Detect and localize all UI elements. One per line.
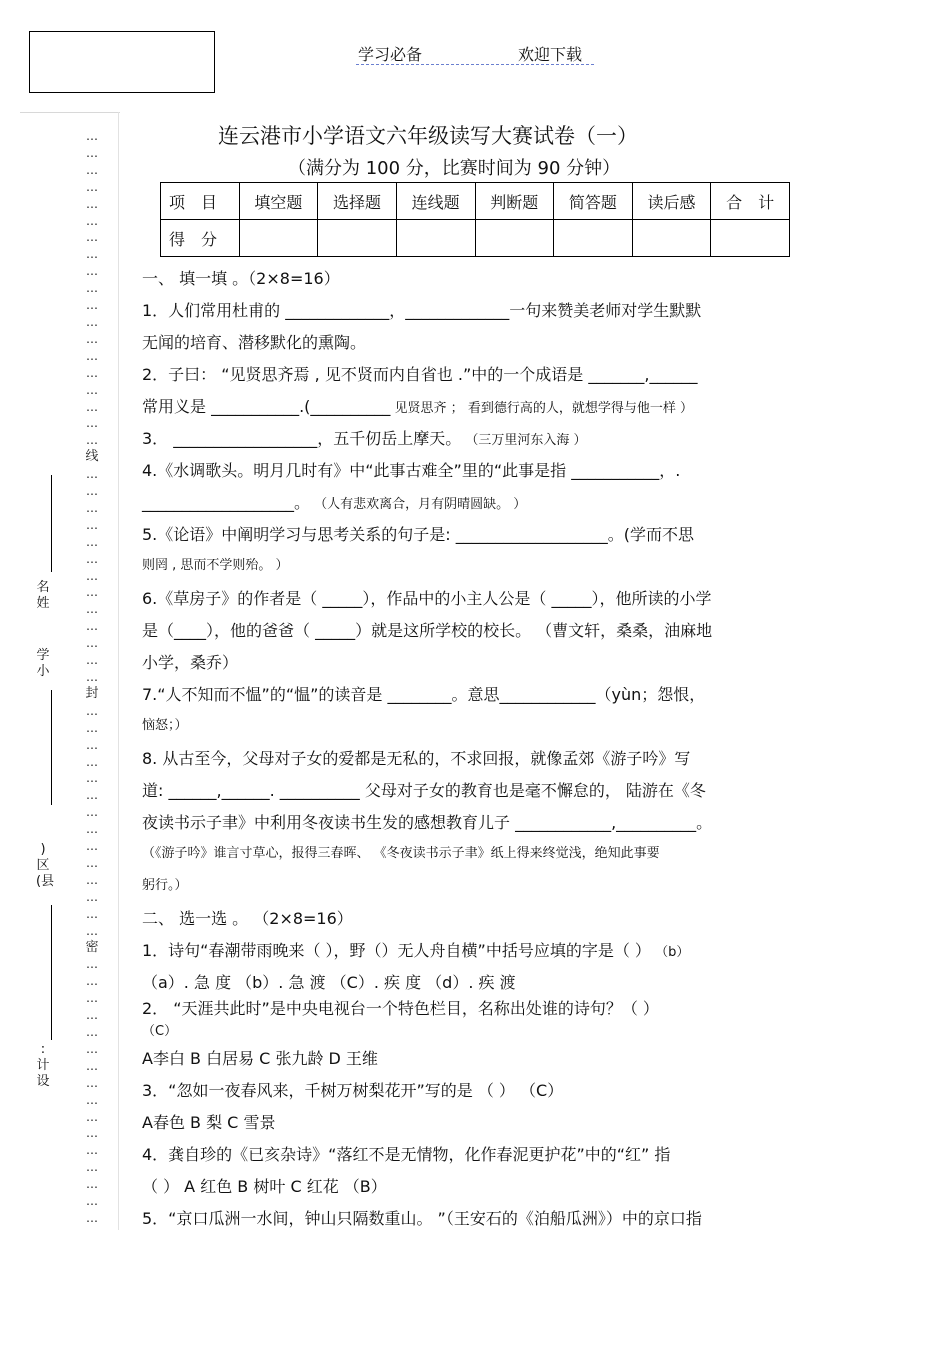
question-line (142, 906, 353, 929)
score-cell[interactable] (318, 220, 397, 257)
question-line (142, 842, 660, 861)
question-text: A李白 B 白居易 C 张九龄 D 王维 (142, 1049, 378, 1068)
question-text: 4．龚自珍的《已亥杂诗》“落红不是无情物，化作春泥更护花”中的“红” 指 (142, 1145, 671, 1164)
score-cell[interactable] (239, 220, 318, 257)
answer-note: 恼怒；） (142, 718, 188, 733)
binding-rule-3 (51, 905, 52, 1040)
question-text: 二、 选一选 。 （2×8=16） (142, 909, 353, 928)
answer-note: （三万里河东入海 ） (461, 433, 587, 448)
question-text: 道: ______,______. __________ 父母对子女的教育也是毫不懈怠的， 陆游在《冬 (142, 781, 706, 800)
question-line (142, 426, 587, 449)
question-line (142, 458, 680, 481)
question-line (142, 682, 705, 705)
question-line (142, 586, 711, 609)
question-line (142, 330, 366, 353)
design-label: :计设 (36, 1042, 50, 1089)
binding-dotted-line: … … … … … … … … … … … … … … … … … … … 线 … … … … … … … … … … … … … 封 … … … … … … … … … … … … … … 密 … … … … … … … … … … … … … … … … (85, 129, 99, 1225)
exam-subtitle: （满分为 100 分，比赛时间为 90 分钟） (288, 158, 621, 179)
score-col-judge: 判断题 (475, 183, 554, 220)
question-text: 3．“忽如一夜春风来，千树万树梨花开”写的是 （ ） （C） (142, 1081, 564, 1100)
question-line (142, 714, 188, 733)
question-text: 一、 填一填 。（2×8=16） (142, 269, 340, 288)
score-col-total: 合 计 (711, 183, 790, 220)
question-line (142, 362, 697, 385)
question-line (142, 266, 340, 289)
score-cell[interactable] (632, 220, 711, 257)
question-text: 无闻的培育、潜移默化的熏陶。 (142, 333, 367, 352)
question-text: 5.《论语》中阐明学习与思考关系的句子是: ___________________。(学而不思 (142, 525, 694, 544)
school-label: 学小 (36, 648, 50, 679)
question-text: 2．子曰： “见贤思齐焉 , 见不贤而内自省也 .”中的一个成语是 _______,______ (142, 365, 698, 384)
question-line (142, 1110, 275, 1133)
question-text: （a）. 急 度 （b）. 急 渡 （C）. 疾 度 （d）. 疾 渡 (142, 973, 516, 992)
question-text: 常用义是 ___________.(__________ (142, 397, 391, 416)
question-text: 6.《草房子》的作者是（ _____），作品中的小主人公是（ _____），他所读的小学 (142, 589, 712, 608)
score-col-match: 连线题 (396, 183, 475, 220)
name-label: 名姓 (36, 580, 50, 611)
question-text: A春色 B 梨 C 雪景 (142, 1113, 276, 1132)
xian-mark: 线 (85, 449, 99, 465)
question-line (142, 394, 693, 417)
score-table-score-row (161, 220, 790, 257)
question-line (142, 1046, 378, 1069)
county-label: )区(县 (36, 842, 55, 889)
question-line (142, 746, 690, 769)
question-line (142, 1206, 702, 1229)
question-text: 3． __________________，五千仞岳上摩天。 (142, 429, 462, 448)
score-col-essay: 读后感 (632, 183, 711, 220)
binding-rule-1 (51, 475, 52, 572)
question-text: 8. 从古至今，父母对子女的爱都是无私的，不求回报，就像孟郊《游子吟》写 (142, 749, 691, 768)
answer-note: 见贤思齐 ； 看到德行高的人，就想学得与他一样 ） (390, 401, 693, 416)
question-line (142, 650, 238, 673)
score-cell[interactable] (475, 220, 554, 257)
answer-note: （b） (650, 945, 690, 960)
margin-top-rule (20, 112, 120, 113)
question-line (142, 554, 289, 573)
question-text: （ ） A 红色 B 树叶 C 红花 （B） (142, 1177, 387, 1196)
score-table (160, 182, 790, 257)
mi-mark: 密 (85, 939, 99, 955)
answer-note: （C） (142, 1024, 178, 1039)
score-cell[interactable] (554, 220, 633, 257)
question-text: 4.《水调歌头。明月几时有》中“此事古难全”里的“此事是指 ___________，. (142, 461, 681, 480)
question-line (142, 490, 526, 513)
score-col-short: 简答题 (554, 183, 633, 220)
question-text: 5．“京口瓜洲一水间，钟山只隔数重山。 ”（王安石的《泊船瓜洲》）中的京口指 (142, 1209, 702, 1228)
score-cell[interactable] (396, 220, 475, 257)
question-line (142, 778, 706, 801)
question-line (142, 1174, 387, 1197)
score-cell[interactable] (711, 220, 790, 257)
margin-rule (118, 112, 119, 1230)
feng-mark: 封 (85, 685, 99, 701)
header-left: 学习必备 (358, 45, 423, 64)
answer-note: （《游子吟》谁言寸草心，报得三春晖、 《冬夜读书示子聿》纸上得来终觉浅，绝知此事要 (142, 846, 660, 861)
question-text: 1．诗句“春潮带雨晚来（ ），野（）无人舟自横”中括号应填的字是（ ） (142, 941, 651, 960)
score-col-fill: 填空题 (239, 183, 318, 220)
question-text: ___________________。 (142, 493, 311, 512)
score-row-label: 得 分 (161, 220, 240, 257)
question-line (142, 970, 516, 993)
question-line (142, 618, 712, 641)
question-line (142, 810, 712, 833)
question-text: 7.“人不知而不愠”的“愠”的读音是 ________。意思____________（yùn；怨恨， (142, 685, 706, 704)
question-line (142, 938, 689, 961)
header-right: 欢迎下载 (518, 45, 583, 64)
question-line (142, 298, 701, 321)
question-line (142, 1020, 177, 1039)
question-text: 是（____），他的爸爸（ _____）就是这所学校的校长。 （曹文轩，桑桑，油麻地 (142, 621, 713, 640)
exam-title: 连云港市小学语文六年级读写大赛试卷（一） (218, 124, 638, 148)
binding-rule-2 (51, 690, 52, 805)
question-line (142, 1078, 563, 1101)
score-table-header-row (161, 183, 790, 220)
score-box (29, 31, 215, 93)
question-text: 夜读书示子聿》中利用冬夜读书生发的感想教育儿子 ____________,__________。 (142, 813, 713, 832)
question-line (142, 874, 188, 893)
score-col-choice: 选择题 (318, 183, 397, 220)
question-line (142, 996, 659, 1019)
question-line (142, 522, 694, 545)
score-col-item: 项 目 (161, 183, 240, 220)
question-line (142, 1142, 670, 1165)
answer-note: 则罔 , 思而不学则殆。 ） (142, 558, 289, 573)
question-text: 小学，桑乔） (142, 653, 239, 672)
answer-note: 躬行。） (142, 878, 188, 893)
answer-note: （人有悲欢离合，月有阴晴圆缺。 ） (310, 497, 527, 512)
question-text: 2． “天涯共此时”是中央电视台一个特色栏目，名称出处谁的诗句？（ ） (142, 999, 659, 1018)
question-text: 1．人们常用杜甫的 _____________，_____________一句来赞美老师对学生默默 (142, 301, 702, 320)
header-underline (356, 64, 594, 65)
